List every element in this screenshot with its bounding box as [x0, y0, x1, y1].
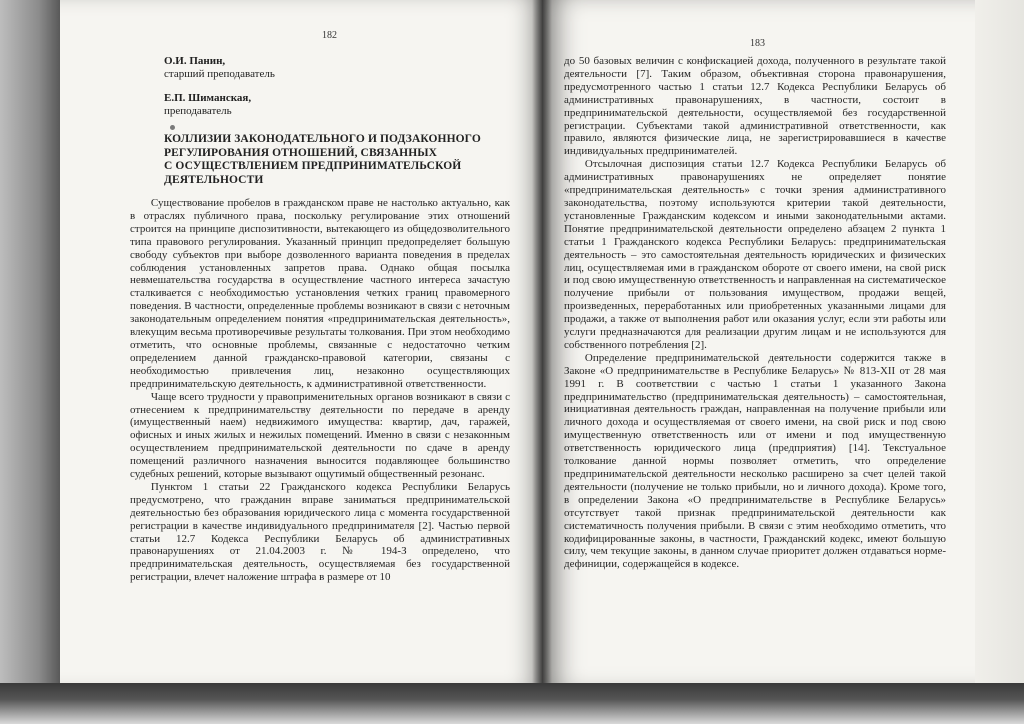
paragraph: Пунктом 1 статьи 22 Гражданского кодекса Республики Беларусь предусмотрено, что гражданин вправе заниматься предпринимательской деятельностью без образования юридического лица с момента государственной регистрации в качестве индивидуального предпринимателя [2]. Частью первой статьи 12.7 Кодекса Республики Беларусь об административных правонарушениях от 21.04.2003 г. № 194-З определено, что предпринимательская деятельность, осуществляемая без государственной регистрации, влечет наложение штрафа в размере от 10	[130, 480, 510, 584]
paragraph: Существование пробелов в гражданском праве не настолько актуально, как в отраслях публичного права, поскольку регулирование этих отношений строится на принципе диспозитивности, вытекающего из общедозволительного типа правового регулирования. Указанный принцип предопределяет большую свободу субъектов при выборе дозволенного варианта поведения в пределах соблюдения установленных запретов права. Однако общая посылка невмешательства государства в осуществление частного интереса зачастую сталкивается с необходимостью установления четких границ правомерного поведения. В частности, определенные проблемы возникают в связи с неточным законодательным определением понятия «предпринимательская деятельность», влекущим весьма противоречивые результаты толкования. При этом необходимо отметить, что основные проблемы, связанные с недостаточно четким определением данной гражданско-правовой категории, связаны с необходимостью привлечения лиц, незаконно осуществляющих предпринимательскую деятельность, к административной ответственности.	[130, 197, 510, 390]
title-line: ДЕЯТЕЛЬНОСТИ	[164, 173, 264, 186]
author-1-name: О.И. Панин,	[164, 55, 226, 67]
paragraph: до 50 базовых величин с конфискацией дохода, полученного в результате такой деятельности [7]. Таким образом, объективная сторона правонарушения, предусмотренного частью 1 статьи 12.7 Кодекса Республики Беларусь об административных правонарушениях, в частности, состоит в предпринимательской деятельности, осуществляемой без государственной регистрации. Субъектами такой административной ответственности, как правило, являются физические лица, не зарегистрировавшиеся в качестве индивидуальных предпринимателей.	[564, 55, 946, 158]
title-line: С ОСУЩЕСТВЛЕНИЕМ ПРЕДПРИНИМАТЕЛЬСКОЙ	[164, 160, 462, 172]
left-page	[60, 0, 542, 688]
author-1-position: старший преподаватель	[164, 68, 275, 80]
right-page	[542, 0, 982, 688]
author-2	[164, 92, 251, 118]
right-margin	[975, 0, 1024, 690]
paragraph: Определение предпринимательской деятельности содержится также в Законе «О предпринимательстве в Республике Беларусь» № 813-XII от 28 мая 1991 г. В соответствии с частью 1 статьи 1 указанного Закона предпринимательство (предпринимательская деятельность) – самостоятельная, инициативная деятельность граждан, направленная на получение прибыли или личного дохода и осуществляемая от своего имени, на свой риск и под свою имущественную ответственность или от имени и под имущественную ответственность юридического лица (предприятия) [14]. Текстуальное толкование данной нормы позволяет отметить, что определение предпринимательской деятельности несколько расширено за счет целей такой деятельности (получение не только прибыли, но и личного дохода). Кроме того, в определении Закона «О предпринимательстве в Республике Беларусь» отсутствует такой признак предпринимательской деятельности как систематичность получения прибыли. В связи с этим необходимо отметить, что кодифицированные законы, в частности, Гражданский кодекс, имеют большую силу, чем текущие законы, в данном случае приоритет должен отдаваться норме-дефиниции, содержащейся в кодексе.	[564, 351, 946, 571]
author-2-position: преподаватель	[164, 105, 232, 117]
article-title	[164, 133, 542, 187]
paragraph: Чаще всего трудности у правоприменительных органов возникают в связи с отнесением к предпринимательству деятельности по передаче в аренду (имущественный наем) недвижимого имущества: квартир, дач, гаражей, офисных и иных жилых и нежилых помещений. Именно в связи с незаконным осуществлением предпринимательской деятельности по сдаче в аренду помещений различного назначения выносится подавляющее большинство судебных решений, которые вызывают ощутимый общественный резонанс.	[130, 390, 510, 481]
author-1	[164, 55, 275, 81]
book-gutter-shadow	[532, 0, 552, 690]
title-line: КОЛЛИЗИИ ЗАКОНОДАТЕЛЬНОГО И ПОДЗАКОННОГО	[164, 133, 481, 145]
author-2-name: Е.П. Шиманская,	[164, 92, 252, 104]
title-line: РЕГУЛИРОВАНИЯ ОТНОШЕНИЙ, СВЯЗАННЫХ	[164, 146, 438, 159]
print-speck	[170, 125, 175, 130]
page-number-left: 182	[322, 30, 337, 41]
paragraph: Отсылочная диспозиция статьи 12.7 Кодекса Республики Беларусь об административных правонарушениях не определяет понятие «предпринимательская деятельность» с точки зрения административного законодательства, поэтому используются критерии такой деятельности, установленные Гражданским кодексом и иными законодательными актами. Понятие предпринимательской деятельности определено абзацем 2 пункта 1 статьи 1 Гражданского кодекса Республики Беларусь: предпринимательская деятельность – это самостоятельная деятельность юридических и физических лиц, осуществляемая ими в гражданском обороте от своего имени, на свой риск и под свою имущественную ответственность и направленная на систематическое получение прибыли от пользования имуществом, продажи вещей, произведенных, переработанных или приобретенных указанными лицами для продажи, а также от выполнения работ или оказания услуг, если эти работы или услуги предназначаются для реализации другим лицам и не используются для собственного потребления [2].	[564, 158, 946, 351]
right-page-body	[564, 55, 946, 571]
left-page-body	[130, 197, 510, 584]
page-number-right: 183	[750, 38, 765, 49]
scan-shadow-bottom	[0, 683, 1024, 724]
